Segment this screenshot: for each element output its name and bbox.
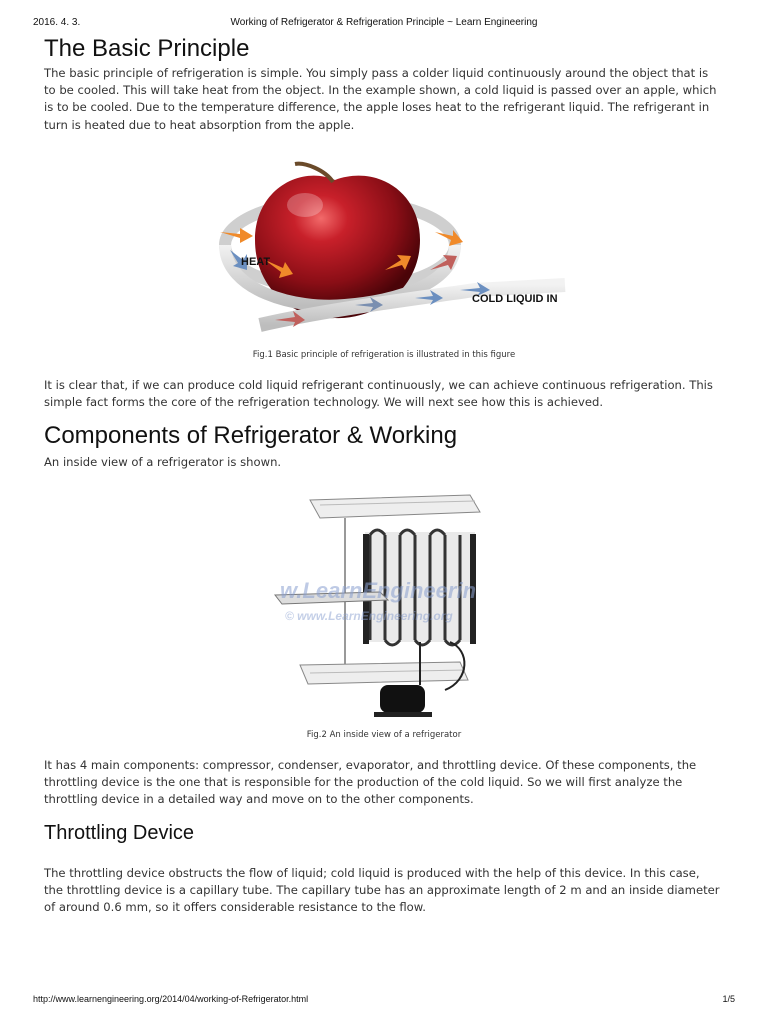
print-date: 2016. 4. 3. [33,17,81,28]
top-shelf [310,495,480,518]
compressor-icon [374,685,432,717]
watermark-large: w.LearnEngineerin [280,578,477,603]
figure-caption-2: Fig.2 An inside view of a refrigerator [306,730,462,740]
heading-components: Components of Refrigerator & Working [44,422,458,449]
heading-throttling-device: Throttling Device [44,822,195,844]
figure-apple-refrigeration [205,150,575,345]
paragraph-continuous-refrigeration: It is clear that, if we can produce cold liquid refrigerant continuously, we can achieve continuous refrigeration. This simple fact forms the core of the refrigeration technology. We will next see how this is achieved. [44,378,713,410]
page-number: 1/5 [722,994,735,1004]
label-cold-liquid-in: COLD LIQUID IN [472,293,558,305]
label-heat: HEAT [241,256,271,268]
paragraph-inside-view: An inside view of a refrigerator is shown. [44,455,282,469]
paragraph-throttling-device: The throttling device obstructs the flow of liquid; cold liquid is produced with the help of this device. In this case, the throttling device is a capillary tube. The capillary tube has an approximate length of 2 m and an inside diameter of around 0.6 mm, so it offers considerable resistance to the flow. [44,866,720,915]
bottom-shelf [300,662,468,684]
figure-refrigerator-inside [270,490,510,722]
figure-caption-1: Fig.1 Basic principle of refrigeration is illustrated in this figure [252,350,516,360]
heading-basic-principle: The Basic Principle [44,35,250,62]
print-page-title: Working of Refrigerator & Refrigeration Principle ~ Learn Engineering [230,17,538,28]
paragraph-main-components: It has 4 main components: compressor, condenser, evaporator, and throttling device. Of these components, the throttling device is the one that is responsible for the production of the cold liquid. So we will first analyze the throttling device in a detailed way and move on to the other components. [44,758,697,807]
paragraph-basic-principle: The basic principle of refrigeration is simple. You simply pass a colder liquid continuously around the object that is to be cooled. This will take heat from the object. In the example shown, a cold liquid is passed over an apple, which is to be cooled. Due to the temperature difference, the apple loses heat to the refrigerant liquid. The refrigerant in turn is heated due to heat absorption from the apple. [44,66,717,132]
print-url: http://www.learnengineering.org/2014/04/working-of-Refrigerator.html [33,994,309,1004]
watermark-small: © www.LearnEngineering.org [285,609,453,623]
